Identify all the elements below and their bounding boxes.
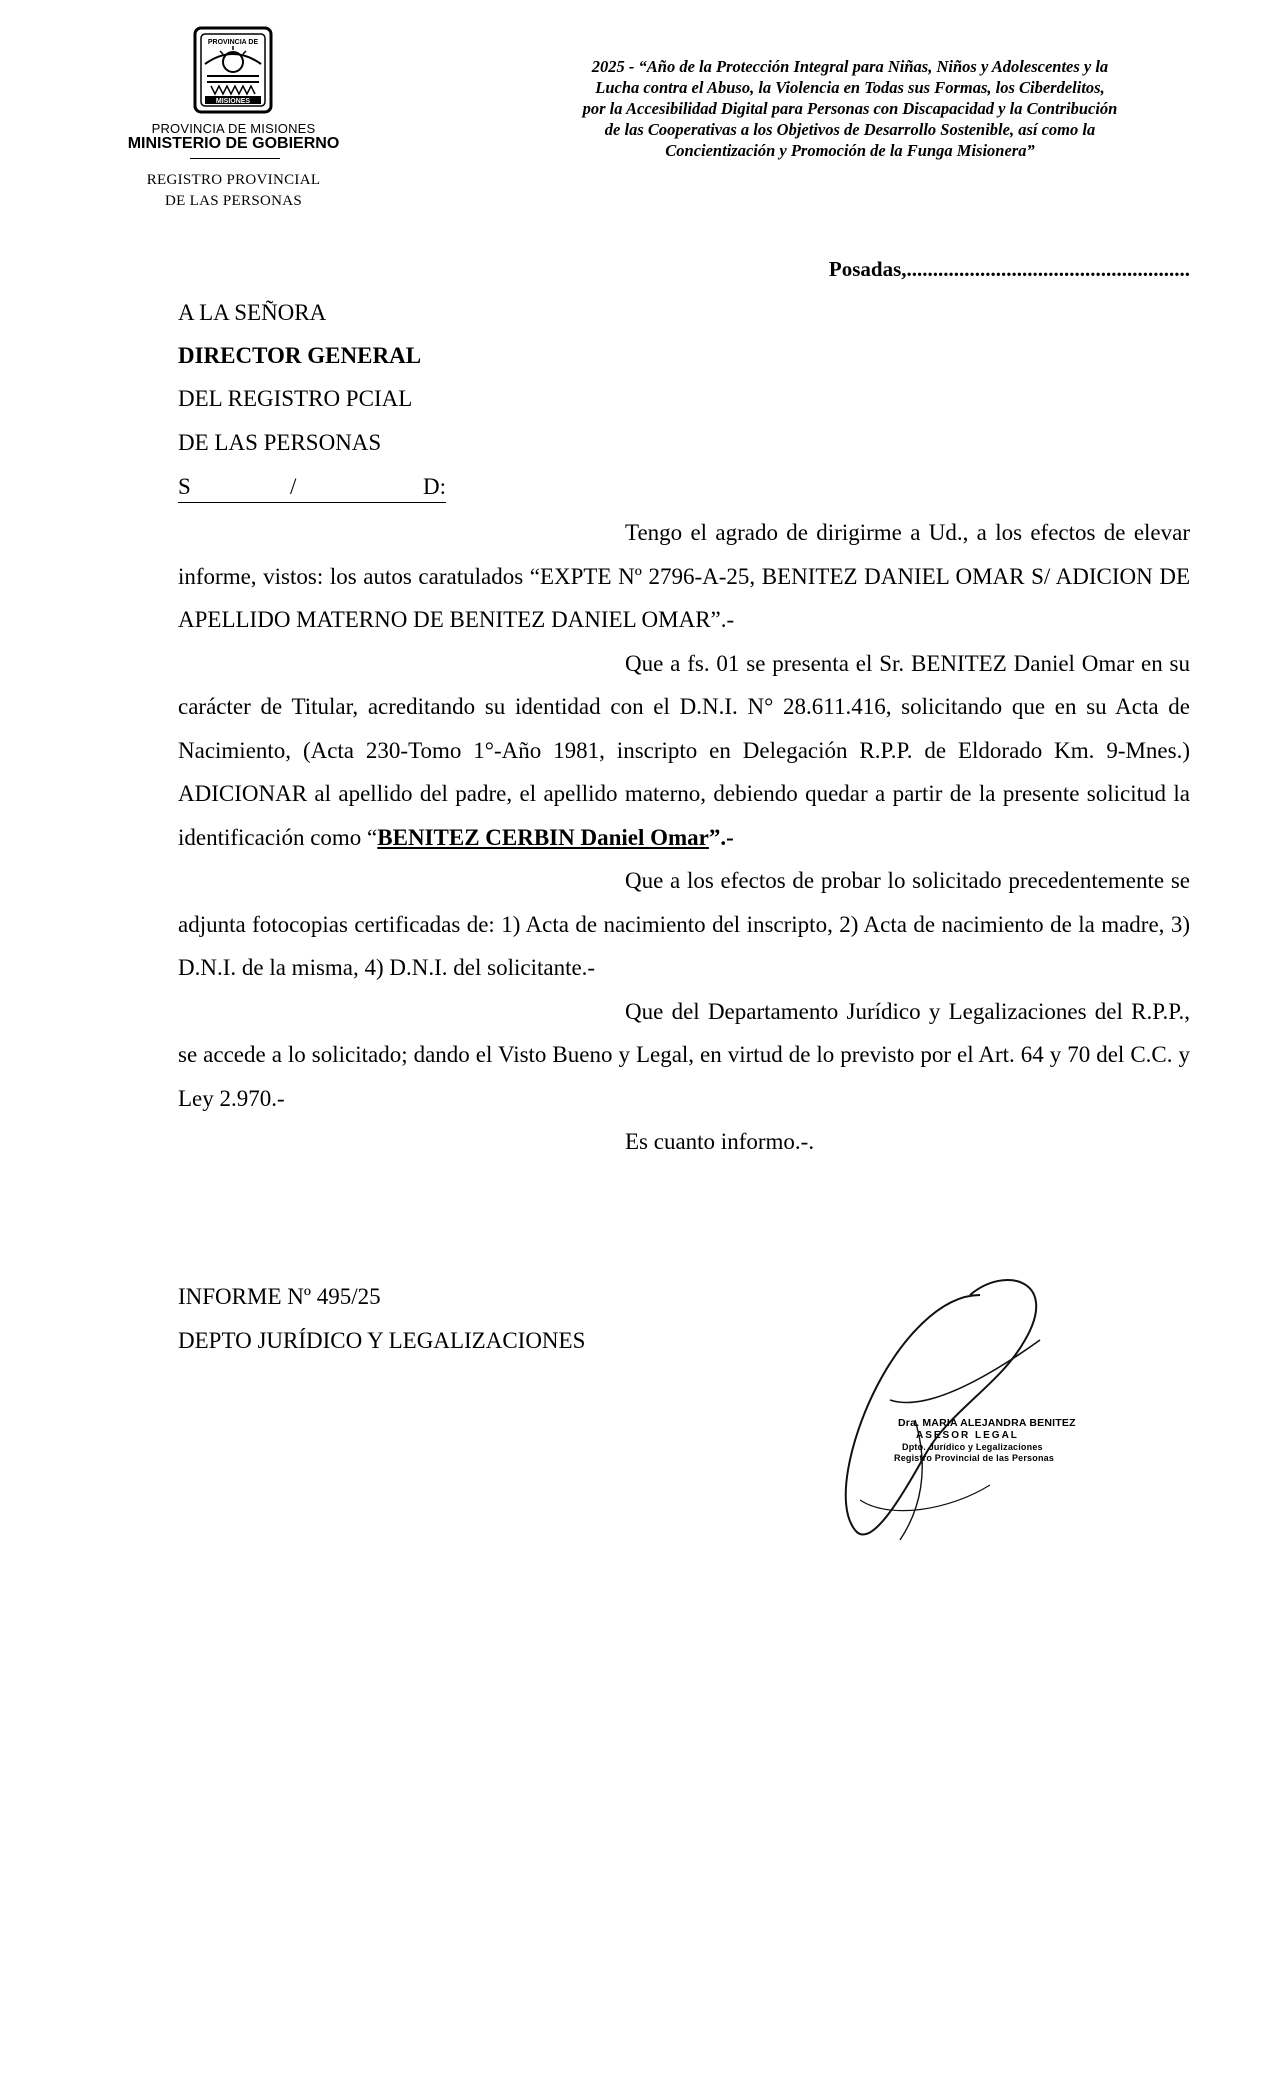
slogan-line: de las Cooperativas a los Objetivos de Desarrollo Sostenible, así como la xyxy=(604,120,1096,139)
sd-slash: / xyxy=(290,474,297,499)
report-body xyxy=(178,511,1190,1164)
stamp-title: ASESOR LEGAL xyxy=(916,1430,1019,1441)
slogan-line: 2025 - “Año de la Protección Integral para Niñas, Niños y Adolescentes y la xyxy=(591,57,1109,76)
sd-d: D: xyxy=(423,474,446,499)
salutation-sd xyxy=(178,474,446,503)
stamp-name: Dra. MARIA ALEJANDRA BENITEZ xyxy=(898,1417,1076,1429)
report-number: INFORME Nº 495/25 xyxy=(178,1284,381,1309)
date-line: Posadas,...................................................... xyxy=(828,257,1190,281)
slogan-line: por la Accesibilidad Digital para Personas con Discapacidad y la Contribución xyxy=(582,99,1118,118)
paragraph-closing: Es cuanto informo.-. xyxy=(625,1129,815,1154)
province-name: PROVINCIA DE MISIONES xyxy=(151,121,316,136)
addressee-line3: DEL REGISTRO PCIAL xyxy=(178,386,413,411)
addressee-title: DIRECTOR GENERAL xyxy=(178,343,422,368)
header-divider xyxy=(190,158,280,159)
emblem-text-top: PROVINCIA DE xyxy=(207,39,259,46)
slogan-line: Concientización y Promoción de la Funga Misionera” xyxy=(665,141,1035,160)
sd-s: S xyxy=(178,474,191,499)
registry-name-line2: DE LAS PERSONAS xyxy=(164,193,303,209)
paragraph-intro: Tengo el agrado de dirigirme a Ud., a los efectos de elevar informe, vistos: los autos caratulados “EXPTE Nº 2796-A-25, BENITEZ DANIEL OMAR S/ ADICION DE APELLIDO MATERNO DE BENITEZ DANIEL OMAR”.- xyxy=(178,520,1190,632)
slogan-line: Lucha contra el Abuso, la Violencia en Todas sus Formas, los Ciberdelitos, xyxy=(595,78,1105,97)
emblem-text-bottom: MISIONES xyxy=(215,98,251,105)
new-identification-name: BENITEZ CERBIN Daniel Omar xyxy=(377,824,709,850)
registry-name-line1: REGISTRO PROVINCIAL xyxy=(146,172,321,188)
ministry-name: MINISTERIO DE GOBIERNO xyxy=(127,135,340,152)
year-slogan xyxy=(480,56,1220,161)
paragraph-request xyxy=(178,642,1190,860)
addressee-line4: DE LAS PERSONAS xyxy=(178,430,382,455)
province-emblem-icon xyxy=(185,24,281,116)
addressee-line1: A LA SEÑORA xyxy=(178,300,327,325)
stamp-department: Dpto. Jurídico y Legalizaciones xyxy=(902,1442,1043,1452)
request-closing: ”.- xyxy=(708,824,734,850)
paragraph-approval: Que del Departamento Jurídico y Legalizaciones del R.P.P., se accede a lo solicitado; dando el Visto Bueno y Legal, en virtud de lo previsto por el Art. 64 y 70 del C.C. y Ley 2.970.- xyxy=(178,998,1190,1111)
stamp-organization: Registro Provincial de las Personas xyxy=(894,1453,1055,1463)
department-name: DEPTO JURÍDICO Y LEGALIZACIONES xyxy=(178,1328,586,1353)
request-text: Que a fs. 01 se presenta el Sr. BENITEZ Daniel Omar en su carácter de Titular, acreditando su identidad con el D.N.I. N° 28.611.416, solicitando que en su Acta de Nacimiento, (Acta 230-Tomo 1°-Año 1981, inscripto en Delegación R.P.P. de Eldorado Km. 9-Mnes.) ADICIONAR al apellido del padre, el apellido materno, debiendo quedar a partir de la presente solicitud la identificación como “ xyxy=(178,650,1190,850)
paragraph-attachments: Que a los efectos de probar lo solicitado precedentemente se adjunta fotocopias certificadas de: 1) Acta de nacimiento del inscripto, 2) Acta de nacimiento de la madre, 3) D.N.I. de la misma, 4) D.N.I. del solicitante.- xyxy=(178,868,1190,980)
